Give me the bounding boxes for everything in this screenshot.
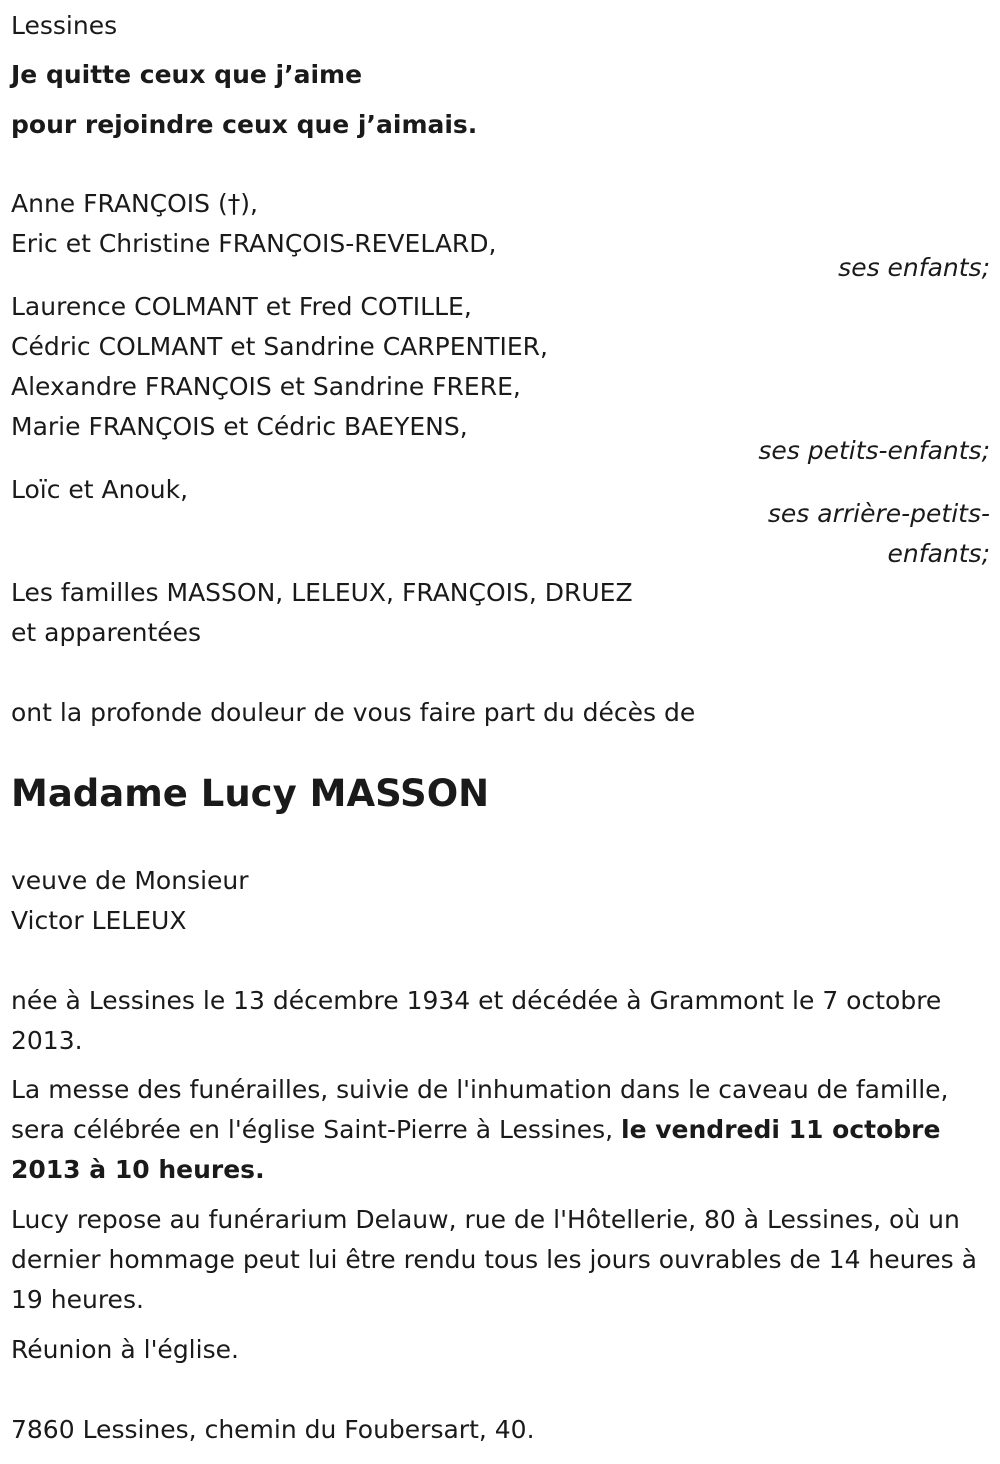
child-name: Anne FRANÇOIS (†), [11,189,258,218]
quote-line-1: Je quitte ceux que j’aime [11,60,363,89]
grandchild-name: Marie FRANÇOIS et Cédric BAEYENS, [11,412,468,441]
great-grandchildren-label-2: enfants; [887,539,990,568]
families-line-1: Les familles MASSON, LELEUX, FRANÇOIS, DRUEZ [11,578,633,607]
announcement: ont la profonde douleur de vous faire part du décès de [11,698,696,727]
funeral-paragraph [11,1070,991,1190]
rest-paragraph: Lucy repose au funérarium Delauw, rue de l'Hôtellerie, 80 à Lessines, où un dernier hommage peut lui être rendu tous les jours ouvrables de 14 heures à 19 heures. [11,1205,977,1314]
great-grandchildren-names: Loïc et Anouk, [11,475,189,504]
grandchild-name: Alexandre FRANÇOIS et Sandrine FRERE, [11,372,521,401]
grandchildren-label: ses petits-enfants; [758,436,990,465]
children-label: ses enfants; [838,253,990,282]
quote-line-2: pour rejoindre ceux que j’aimais. [11,110,478,139]
families-line-2: et apparentées [11,618,202,647]
city-heading: Lessines [11,11,118,40]
child-name: Eric et Christine FRANÇOIS-REVELARD, [11,229,497,258]
funeral-date: le vendredi 11 octobre 2013 à 10 heures. [11,1115,941,1184]
widow-line-1: veuve de Monsieur [11,866,249,895]
grandchild-name: Cédric COLMANT et Sandrine CARPENTIER, [11,332,548,361]
address: 7860 Lessines, chemin du Foubersart, 40. [11,1415,535,1444]
widow-line-2: Victor LELEUX [11,906,187,935]
birth-death-info: née à Lessines le 13 décembre 1934 et décédée à Grammont le 7 octobre 2013. [11,986,942,1055]
funeral-text: La messe des funérailles, suivie de l'inhumation dans le caveau de famille, sera célébrée en l'église Saint-Pierre à Lessines, [11,1075,949,1144]
grandchild-name: Laurence COLMANT et Fred COTILLE, [11,292,472,321]
meeting-info: Réunion à l'église. [11,1335,239,1364]
deceased-name: Madame Lucy MASSON [11,772,490,815]
great-grandchildren-label-1: ses arrière-petits- [767,499,990,528]
